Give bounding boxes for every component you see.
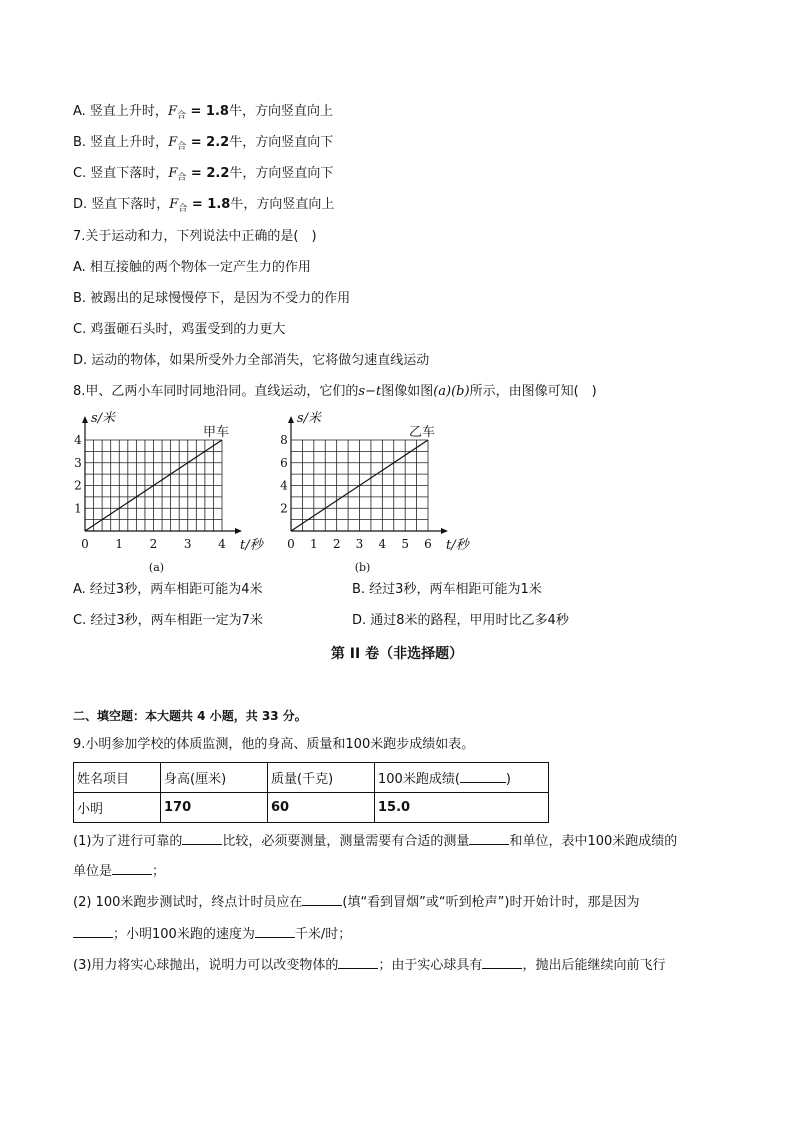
- stem-figure-ref: (a)(b): [433, 384, 470, 399]
- fill-in-header: 二、填空题：本大题共 4 小题，共 33 分。: [73, 709, 307, 723]
- part-text: ，抛出后能继续向前飞行: [522, 958, 666, 973]
- force-subscript: 合: [177, 142, 187, 152]
- force-symbol: F: [167, 104, 177, 119]
- part-text: 千米/时；: [294, 927, 352, 942]
- q7-option-a: A. 相互接触的两个物体一定产生力的作用: [73, 260, 311, 275]
- q9-part3-line1: [73, 956, 665, 975]
- y-axis-label: s/米: [91, 411, 116, 426]
- x-tick-label: 2: [332, 537, 341, 551]
- y-tick-label: 8: [280, 433, 288, 447]
- y-tick-label: 2: [280, 501, 288, 516]
- option-text: B. 竖直上升时，: [73, 135, 169, 150]
- y-tick-label: 1: [74, 501, 82, 516]
- x-tick-label: 1: [310, 537, 318, 551]
- force-subscript: 合: [178, 204, 188, 214]
- section-title: 第 II 卷（非选择题）: [330, 646, 464, 662]
- y-tick-label: 6: [280, 455, 288, 470]
- q8-option-d: D. 通过8米的路程，甲用时比乙多4秒: [352, 613, 569, 628]
- option-text: 牛，方向竖直向下: [229, 166, 334, 181]
- x-axis-label: t/秒: [446, 538, 469, 553]
- q9-part1-line1: [73, 832, 677, 851]
- y-tick-label: 4: [280, 478, 288, 493]
- x-tick-label: 6: [424, 537, 432, 551]
- series-title: 乙车: [408, 425, 436, 440]
- part-text: ；: [152, 864, 166, 879]
- q8-option-b: B. 经过3秒，两车相距可能为1米: [352, 582, 542, 597]
- part-text: 和单位，表中100米跑成绩的: [509, 834, 678, 849]
- x-tick-label: 4: [378, 537, 387, 551]
- q7-option-b: B. 被踢出的足球慢慢停下，是因为不受力的作用: [73, 291, 351, 306]
- x-axis-label: t/秒: [240, 538, 263, 553]
- table-cell: 60: [268, 793, 375, 823]
- answer-blank[interactable]: [302, 893, 342, 906]
- x-tick-label: 0: [81, 537, 89, 551]
- q8-option-a: A. 经过3秒，两车相距可能为4米: [73, 582, 263, 597]
- chart-b: [266, 405, 486, 573]
- chart-caption: (b): [354, 561, 371, 573]
- q6-option-b: [73, 134, 333, 156]
- force-subscript: 合: [176, 111, 186, 121]
- part-text: (3)用力将实心球抛出，说明力可以改变物体的: [73, 958, 339, 973]
- answer-blank[interactable]: [73, 925, 113, 938]
- force-subscript: 合: [177, 173, 187, 183]
- table-header-cell: 姓名项目: [74, 763, 161, 793]
- part-text: 单位是: [73, 864, 113, 879]
- force-symbol: F: [169, 197, 179, 212]
- x-tick-label: 4: [218, 537, 226, 551]
- q9-stem: 9.小明参加学校的体质监测，他的身高、质量和100米跑步成绩如表。: [73, 737, 475, 752]
- chart-a: [60, 405, 280, 573]
- force-value: = 2.2: [186, 166, 230, 181]
- table-header-cell: 身高(厘米): [161, 763, 268, 793]
- q6-option-d: [73, 196, 334, 218]
- q9-part1-line2: [73, 862, 165, 881]
- q9-part2-line1: [73, 893, 639, 912]
- table-cell: 小明: [74, 793, 161, 823]
- force-symbol: F: [168, 135, 178, 150]
- part-text: ；由于实心球具有: [378, 958, 483, 973]
- force-value: = 1.8: [187, 197, 231, 212]
- score-table: [73, 762, 549, 823]
- y-axis-arrow: [82, 416, 88, 423]
- q7-option-d: D. 运动的物体，如果所受外力全部消失，它将做匀速直线运动: [73, 353, 430, 368]
- header-text: ): [505, 772, 511, 787]
- part-text: ；小明100米跑的速度为: [113, 927, 255, 942]
- answer-blank[interactable]: [182, 832, 222, 845]
- part-text: (2) 100米跑步测试时，终点计时员应在: [73, 895, 303, 910]
- part-text: (填“看到冒烟”或“听到枪声”)时开始计时，那是因为: [342, 895, 640, 910]
- table-header-cell: 质量(千克): [268, 763, 375, 793]
- x-tick-label: 3: [355, 537, 364, 551]
- answer-blank[interactable]: [460, 770, 506, 783]
- stem-text: 图像如图: [381, 384, 434, 399]
- stem-expression: s−t: [358, 384, 382, 399]
- option-text: D. 竖直下落时，: [73, 197, 170, 212]
- answer-blank[interactable]: [255, 925, 295, 938]
- q9-part2-line2: [73, 925, 351, 944]
- table-row: [74, 793, 549, 823]
- y-tick-label: 3: [74, 455, 82, 470]
- answer-blank[interactable]: [112, 862, 152, 875]
- table-header-row: [74, 763, 549, 793]
- x-tick-label: 3: [183, 537, 192, 551]
- part-text: (1)为了进行可靠的: [73, 834, 183, 849]
- q6-option-c: [73, 165, 333, 187]
- x-tick-label: 5: [401, 537, 409, 551]
- y-tick-label: 4: [74, 433, 82, 447]
- y-tick-label: 2: [74, 478, 82, 493]
- option-text: A. 竖直上升时，: [73, 104, 168, 119]
- table-cell: 170: [161, 793, 268, 823]
- table-cell: 15.0: [375, 793, 549, 823]
- option-text: 牛，方向竖直向上: [228, 104, 333, 119]
- chart-caption: (a): [148, 561, 165, 573]
- y-axis-arrow: [288, 416, 294, 423]
- y-axis-label: s/米: [297, 411, 322, 426]
- x-tick-label: 1: [115, 537, 124, 551]
- x-tick-label: 0: [287, 537, 295, 551]
- option-text: C. 竖直下落时，: [73, 166, 169, 181]
- answer-blank[interactable]: [338, 956, 378, 969]
- stem-text: 所示，由图像可知( ): [469, 384, 597, 399]
- q6-option-a: [73, 103, 333, 125]
- answer-blank[interactable]: [482, 956, 522, 969]
- series-title: 甲车: [202, 425, 230, 440]
- stem-text: 8.甲、乙两小车同时同地沿同。直线运动，它们的: [73, 384, 359, 399]
- x-axis-arrow: [441, 528, 448, 534]
- option-text: 牛，方向竖直向上: [230, 197, 335, 212]
- q7-option-c: C. 鸡蛋砸石头时，鸡蛋受到的力更大: [73, 322, 286, 337]
- x-axis-arrow: [235, 528, 242, 534]
- table-header-cell: [375, 763, 549, 793]
- q8-stem: [73, 383, 597, 401]
- q7-stem: 7.关于运动和力，下列说法中正确的是( ): [73, 229, 317, 244]
- force-value: = 1.8: [185, 104, 229, 119]
- force-value: = 2.2: [186, 135, 230, 150]
- force-symbol: F: [168, 166, 178, 181]
- part-text: 比较，必须要测量，测量需要有合适的测量: [222, 834, 470, 849]
- answer-blank[interactable]: [469, 832, 509, 845]
- option-text: 牛，方向竖直向下: [229, 135, 334, 150]
- x-tick-label: 2: [149, 537, 158, 551]
- header-text: 100米跑成绩(: [378, 772, 460, 787]
- q8-option-c: C. 经过3秒，两车相距一定为7米: [73, 613, 263, 628]
